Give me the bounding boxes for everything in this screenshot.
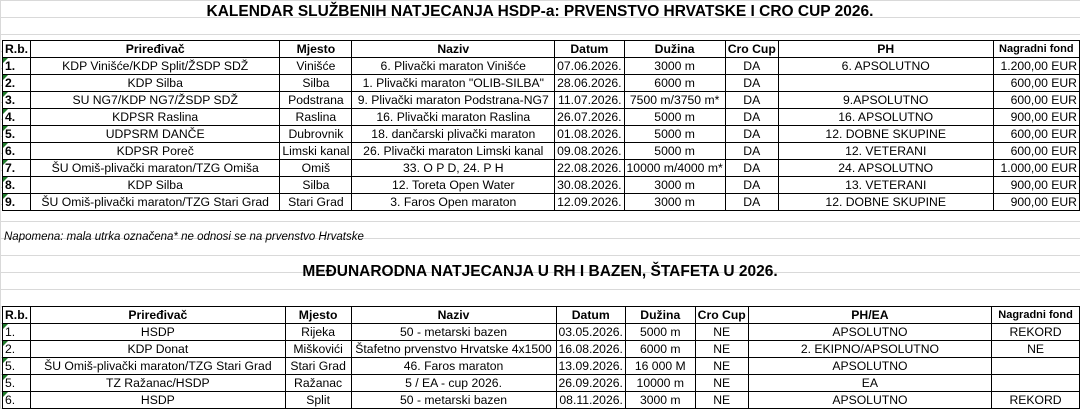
cell-name[interactable]: 1. Plivački maraton "OLIB-SILBA" [352,75,555,92]
header-ph-ea[interactable]: PH/EA [748,307,991,324]
cell-name[interactable]: 16. Plivački maraton Raslina [352,109,555,126]
cell-date[interactable]: 07.06.2026. [555,58,624,75]
cell-date[interactable]: 12.09.2026. [555,194,624,211]
cell-ph[interactable]: APSOLUTNO [748,392,991,409]
cell-cro-cup[interactable]: DA [725,160,778,177]
header-name[interactable]: Naziv [352,41,555,58]
cell-rb[interactable]: 2. [3,341,31,358]
cell-length[interactable]: 3000 m [624,194,725,211]
cell-rb[interactable]: 9. [3,194,31,211]
cell-organizer[interactable]: ŠU Omiš-plivački maraton/TZG Stari Grad [31,358,286,375]
cell-date[interactable]: 13.09.2026. [556,358,625,375]
cell-rb[interactable]: 5. [3,358,31,375]
cell-date[interactable]: 30.08.2026. [555,177,624,194]
cell-length[interactable]: 5000 m [624,109,725,126]
cell-rb[interactable]: 5. [3,126,31,143]
cell-rb[interactable]: 4. [3,109,31,126]
note-text: Napomena: mala utrka označena* ne odnosi se na prvenstvo Hrvatske [4,231,364,243]
cell-location[interactable]: Stari Grad [285,358,351,375]
cell-prize-fund[interactable] [992,375,1080,392]
cell-ph[interactable]: 12. VETERANI [778,143,993,160]
cell-ph[interactable]: APSOLUTNO [748,358,991,375]
cell-rb[interactable]: 1. [3,324,31,341]
cell-date[interactable]: 16.08.2026. [556,341,625,358]
cell-name[interactable]: 50 - metarski bazen [351,324,556,341]
cell-date[interactable]: 22.08.2026. [555,160,624,177]
cell-date[interactable]: 26.07.2026. [555,109,624,126]
cell-cro-cup[interactable]: DA [725,109,778,126]
cell-prize-fund[interactable] [992,358,1080,375]
cell-ph[interactable]: 16. APSOLUTNO [778,109,993,126]
table-row [3,194,1080,211]
cell-length[interactable]: 10000 m/4000 m* [624,160,725,177]
cell-name[interactable]: 5 / EA - cup 2026. [351,375,556,392]
cell-cro-cup[interactable]: DA [725,143,778,160]
header-rb[interactable]: R.b. [3,41,31,58]
header-cro-cup[interactable]: Cro Cup [695,307,748,324]
cell-length[interactable]: 3000 m [624,177,725,194]
table-row [3,92,1080,109]
international-table [2,306,1080,409]
cell-cro-cup[interactable]: NE [695,324,748,341]
cell-ph[interactable]: 12. DOBNE SKUPINE [778,126,993,143]
cell-rb[interactable]: 6. [3,143,31,160]
cell-date[interactable]: 08.11.2026. [556,392,625,409]
cell-date[interactable]: 28.06.2026. [555,75,624,92]
cell-organizer[interactable]: ŠU Omiš-plivački maraton/TZG Stari Grad [31,194,280,211]
table-row [3,160,1080,177]
table-row [3,392,1080,409]
cell-prize-fund[interactable]: 1.200,00 EUR [993,58,1079,75]
cell-prize-fund[interactable]: 900,00 EUR [993,194,1079,211]
cell-name[interactable]: 46. Faros maraton [351,358,556,375]
cell-rb[interactable]: 5. [3,375,31,392]
cell-cro-cup[interactable]: DA [725,58,778,75]
table-row [3,177,1080,194]
cell-organizer[interactable]: HSDP [31,324,286,341]
cell-date[interactable]: 11.07.2026. [555,92,624,109]
header-organizer[interactable]: Priređivač [31,307,286,324]
cell-location[interactable]: Ražanac [285,375,351,392]
cell-rb[interactable]: 3. [3,92,31,109]
cell-prize-fund[interactable]: 600,00 EUR [993,75,1079,92]
cell-organizer[interactable]: SU NG7/KDP NG7/ŽSDP SDŽ [31,92,280,109]
cell-location[interactable]: Silba [280,177,352,194]
cell-prize-fund[interactable]: 900,00 EUR [993,109,1079,126]
cell-length[interactable]: 6000 m [624,75,725,92]
header-location[interactable]: Mjesto [285,307,351,324]
cell-date[interactable]: 09.08.2026. [555,143,624,160]
header-location[interactable]: Mjesto [280,41,352,58]
header-rb[interactable]: R.b. [3,307,31,324]
table-header-row [3,307,1080,324]
cell-organizer[interactable]: KDP Donat [31,341,286,358]
championship-table [2,40,1080,211]
cell-cro-cup[interactable]: DA [725,177,778,194]
cell-prize-fund[interactable]: REKORD [992,324,1080,341]
cell-cro-cup[interactable]: NE [695,375,748,392]
cell-prize-fund[interactable]: 600,00 EUR [993,126,1079,143]
cell-rb[interactable]: 7. [3,160,31,177]
table-row [3,75,1080,92]
cell-rb[interactable]: 1. [3,58,31,75]
cell-ph[interactable]: 24. APSOLUTNO [778,160,993,177]
cell-prize-fund[interactable]: REKORD [992,392,1080,409]
table-row [3,375,1080,392]
cell-location[interactable]: Stari Grad [280,194,352,211]
cell-name[interactable]: 3. Faros Open maraton [352,194,555,211]
cell-name[interactable]: 33. O P D, 24. P H [352,160,555,177]
cell-length[interactable]: 5000 m [624,126,725,143]
cell-cro-cup[interactable]: NE [695,392,748,409]
cell-ph[interactable]: 6. APSOLUTNO [778,58,993,75]
cell-length[interactable]: 3000 m [624,58,725,75]
header-cro-cup[interactable]: Cro Cup [725,41,778,58]
table-row [3,143,1080,160]
header-date[interactable]: Datum [555,41,624,58]
cell-date[interactable]: 26.09.2026. [556,375,625,392]
cell-ph[interactable]: 13. VETERANI [778,177,993,194]
cell-location[interactable]: Vinišće [280,58,352,75]
cell-organizer[interactable]: KDP Silba [31,75,280,92]
cell-ph[interactable]: 2. EKIPNO/APSOLUTNO [748,341,991,358]
cell-length[interactable]: 6000 m [625,341,695,358]
table-header-row [3,41,1080,58]
cell-name[interactable]: 9. Plivački maraton Podstrana-NG7 [352,92,555,109]
cell-prize-fund[interactable]: 600,00 EUR [993,92,1079,109]
cell-length[interactable]: 10000 m [625,375,695,392]
cell-organizer[interactable]: HSDP [31,392,286,409]
cell-rb[interactable]: 2. [3,75,31,92]
cell-cro-cup[interactable]: DA [725,126,778,143]
cell-ph[interactable]: EA [748,375,991,392]
cell-ph[interactable]: APSOLUTNO [748,324,991,341]
cell-organizer[interactable]: KDP Silba [31,177,280,194]
cell-name[interactable]: Štafetno prvenstvo Hrvatske 4x1500 [351,341,556,358]
second-title: MEĐUNARODNA NATJECANJA U RH I BAZEN, ŠTAFETA U 2026. [302,263,778,280]
cell-date[interactable]: 01.08.2026. [555,126,624,143]
cell-location[interactable]: Split [285,392,351,409]
cell-prize-fund[interactable]: 1.000,00 EUR [993,160,1079,177]
cell-organizer[interactable]: KDPSR Poreč [31,143,280,160]
header-ph[interactable]: PH [778,41,993,58]
cell-length[interactable]: 5000 m [624,143,725,160]
cell-name[interactable]: 18. dančarski plivački maraton [352,126,555,143]
cell-prize-fund[interactable]: 600,00 EUR [993,143,1079,160]
cell-organizer[interactable]: TZ Ražanac/HSDP [31,375,286,392]
cell-name[interactable]: 26. Plivački maraton Limski kanal [352,143,555,160]
cell-cro-cup[interactable]: DA [725,92,778,109]
cell-location[interactable]: Rijeka [285,324,351,341]
cell-rb[interactable]: 8. [3,177,31,194]
cell-location[interactable]: Raslina [280,109,352,126]
header-prize-fund[interactable]: Nagradni fond [992,307,1080,324]
cell-ph[interactable] [778,75,993,92]
cell-length[interactable]: 5000 m [625,324,695,341]
cell-location[interactable]: Miškovići [285,341,351,358]
main-title: KALENDAR SLUŽBENIH NATJECANJA HSDP-a: PRVENSTVO HRVATSKE I CRO CUP 2026. [206,3,874,20]
table-row [3,341,1080,358]
cell-prize-fund[interactable]: NE [992,341,1080,358]
cell-location[interactable]: Silba [280,75,352,92]
table-row [3,126,1080,143]
header-length[interactable]: Dužina [625,307,695,324]
cell-organizer[interactable]: KDP Vinišće/KDP Split/ŽSDP SDŽ [31,58,280,75]
cell-location[interactable]: Dubrovnik [280,126,352,143]
table-row [3,324,1080,341]
table-row [3,58,1080,75]
header-name[interactable]: Naziv [351,307,556,324]
cell-length[interactable]: 3000 m [625,392,695,409]
cell-organizer[interactable]: KDPSR Raslina [31,109,280,126]
cell-organizer[interactable]: ŠU Omiš-plivački maraton/TZG Omiša [31,160,280,177]
cell-cro-cup[interactable]: NE [695,358,748,375]
cell-organizer[interactable]: UDPSRM DANČE [31,126,280,143]
header-organizer[interactable]: Priređivač [31,41,280,58]
cell-cro-cup[interactable]: DA [725,194,778,211]
cell-rb[interactable]: 6. [3,392,31,409]
table-row [3,109,1080,126]
cell-ph[interactable]: 9.APSOLUTNO [778,92,993,109]
header-length[interactable]: Dužina [624,41,725,58]
cell-name[interactable]: 12. Toreta Open Water [352,177,555,194]
header-prize-fund[interactable]: Nagradni fond [993,41,1079,58]
cell-length[interactable]: 16 000 M [625,358,695,375]
cell-cro-cup[interactable]: DA [725,75,778,92]
cell-length[interactable]: 7500 m/3750 m* [624,92,725,109]
cell-cro-cup[interactable]: NE [695,341,748,358]
table-row [3,358,1080,375]
cell-name[interactable]: 6. Plivački maraton Vinišće [352,58,555,75]
cell-date[interactable]: 03.05.2026. [556,324,625,341]
cell-location[interactable]: Limski kanal [280,143,352,160]
cell-prize-fund[interactable]: 900,00 EUR [993,177,1079,194]
cell-location[interactable]: Podstrana [280,92,352,109]
cell-ph[interactable]: 12. DOBNE SKUPINE [778,194,993,211]
cell-name[interactable]: 50 - metarski bazen [351,392,556,409]
cell-location[interactable]: Omiš [280,160,352,177]
header-date[interactable]: Datum [556,307,625,324]
